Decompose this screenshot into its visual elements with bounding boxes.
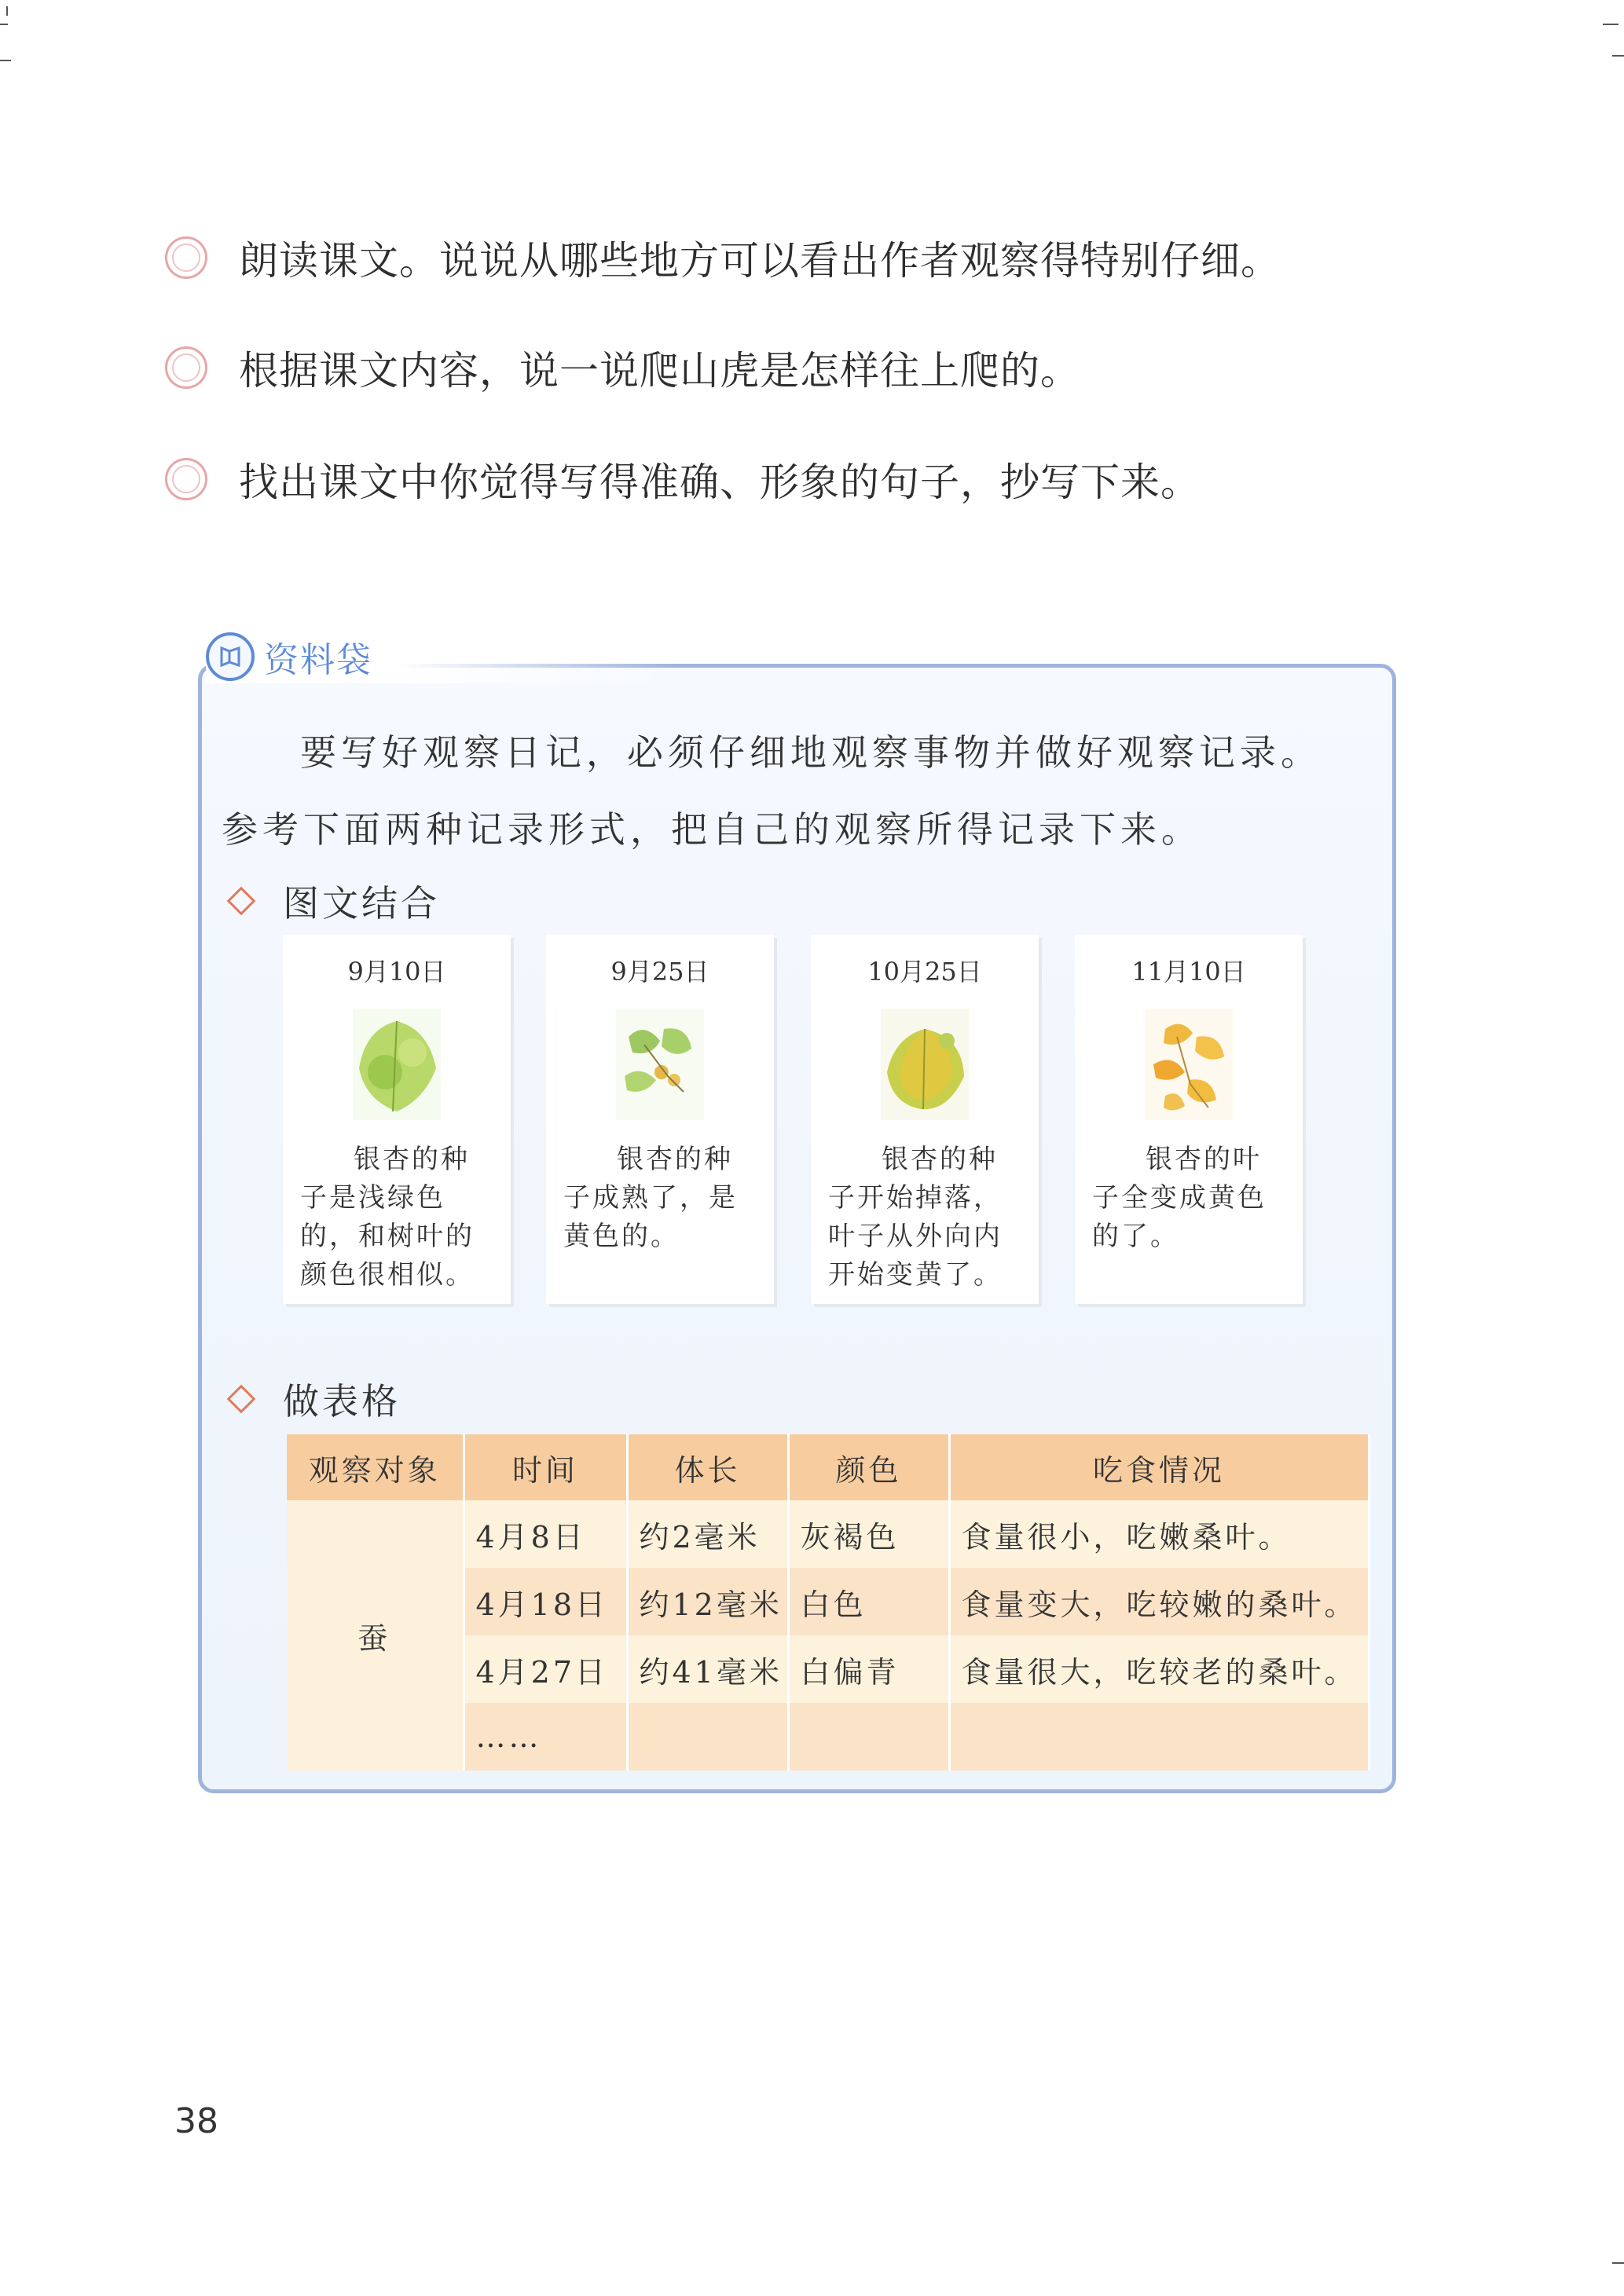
table-cell: 4月8日 [464,1500,627,1568]
table-cell: 食量很小，吃嫩桑叶。 [949,1500,1369,1568]
crop-mark [1612,55,1624,57]
ginkgo-leaf-yellow-image [1142,1005,1236,1123]
page-number: 38 [174,2101,218,2141]
table-cell: 食量变大，吃较嫩的桑叶。 [949,1568,1369,1635]
ginkgo-seed-green-image [350,1005,444,1123]
section-image-text [226,875,440,927]
section-table [226,1373,401,1425]
card-description: 银杏的种 子开始掉落， 叶子从外向内 开始变黄了。 [828,1144,1003,1291]
card-date: 11月10日 [1131,957,1246,987]
question-badge-icon [165,458,207,500]
table-cell: 4月18日 [464,1568,627,1635]
question-3 [165,451,1201,507]
table-header-cell: 时间 [464,1434,627,1500]
table-header-cell: 颜色 [788,1434,949,1500]
book-icon [206,632,255,681]
observation-card [1075,935,1303,1304]
intro-paragraph-line1: 要写好观察日记，必须仔细地观察事物并做好观察记录。 [300,731,1322,774]
crop-mark [0,24,8,25]
card-description: 银杏的种 子是浅绿色 的，和树叶的 颜色很相似。 [300,1144,475,1291]
table-subject-cell: 蚕 [287,1500,464,1771]
observation-table [287,1434,1370,1771]
question-text: 根据课文内容，说一说爬山虎是怎样往上爬的。 [239,348,1080,394]
table-header-cell: 吃食情况 [949,1434,1369,1500]
observation-card [811,935,1039,1304]
table-cell [788,1703,949,1771]
table-cell: 4月27日 [464,1635,627,1703]
resource-box-label [206,630,677,683]
ginkgo-seed-yellow-image [613,1005,707,1123]
card-date: 9月10日 [347,957,446,987]
table-cell: 约2毫米 [627,1500,788,1568]
table-row [287,1500,1369,1568]
intro-paragraph-line2: 参考下面两种记录形式，把自己的观察所得记录下来。 [222,808,1202,851]
question-text: 找出课文中你觉得写得准确、形象的句子，抄写下来。 [239,460,1201,505]
ginkgo-leaf-turning-image [878,1005,972,1123]
crop-mark [1612,2262,1624,2264]
observation-card [283,935,511,1304]
crop-mark [0,60,11,61]
card-description: 银杏的叶 子全变成黄色 的了。 [1092,1144,1267,1252]
card-description: 银杏的种 子成熟了，是 黄色的。 [563,1144,738,1252]
table-header-cell: 体长 [627,1434,788,1500]
section-title: 做表格 [283,1380,401,1423]
table-cell: 灰褐色 [788,1500,949,1568]
question-2 [165,339,1080,396]
question-badge-icon [165,236,207,279]
table-cell: 白色 [788,1568,949,1635]
table-cell: 约41毫米 [627,1635,788,1703]
card-date: 9月25日 [610,957,709,987]
crop-mark [1603,24,1619,25]
resource-box-title: 资料袋 [264,640,372,680]
diamond-bullet-icon [227,1385,256,1414]
card-date: 10月25日 [867,957,982,987]
table-cell: …… [464,1703,627,1771]
table-cell: 食量很大，吃较老的桑叶。 [949,1635,1369,1703]
table-cell [627,1703,788,1771]
table-cell [949,1703,1369,1771]
question-1 [165,229,1281,286]
section-title: 图文结合 [283,882,440,925]
table-header-row [287,1434,1369,1500]
crop-mark [6,6,8,16]
table-cell: 约12毫米 [627,1568,788,1635]
diamond-bullet-icon [227,887,256,916]
observation-card [546,935,774,1304]
question-text: 朗读课文。说说从哪些地方可以看出作者观察得特别仔细。 [239,238,1281,284]
question-badge-icon [165,346,207,389]
table-header-cell: 观察对象 [287,1434,464,1500]
table-cell: 白偏青 [788,1635,949,1703]
